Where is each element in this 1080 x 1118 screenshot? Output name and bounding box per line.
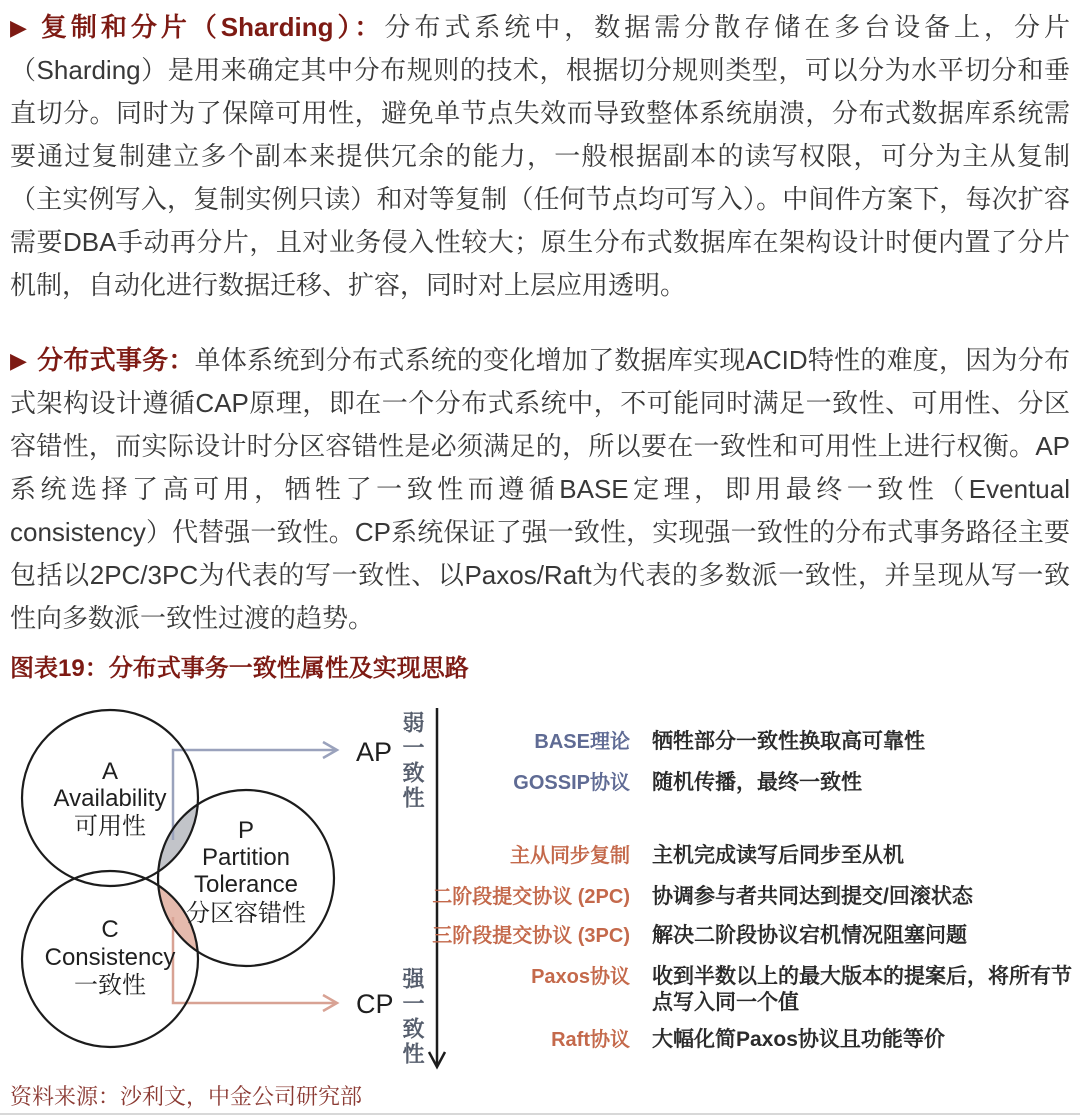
row-3pc-protocol bbox=[0, 923, 1080, 949]
circle-p-en2: Tolerance bbox=[193, 871, 299, 898]
row-base-theory bbox=[0, 729, 1080, 755]
circle-a-letter: A bbox=[101, 758, 119, 785]
paragraph-transactions bbox=[10, 339, 1070, 640]
row-raft-protocol bbox=[0, 1027, 1080, 1053]
row-gossip-protocol bbox=[0, 770, 1080, 796]
row-desc: 随机传播，最终一致性 bbox=[652, 771, 862, 794]
row-label: Raft协议 bbox=[551, 1029, 630, 1051]
row-2pc-protocol bbox=[0, 884, 1080, 910]
row-label: Paxos协议 bbox=[531, 966, 630, 988]
circle-a-en: Availability bbox=[53, 785, 167, 812]
paragraph-sharding-lead: 复制和分片（Sharding）： bbox=[40, 12, 385, 42]
bullet-triangle-icon: ▶ bbox=[10, 348, 28, 373]
circle-p-en1: Partition bbox=[201, 844, 291, 871]
row-label: 三阶段提交协议 (3PC) bbox=[432, 925, 630, 947]
row-desc: 大幅化简Paxos协议且功能等价 bbox=[652, 1028, 945, 1051]
circle-c-en: Consistency bbox=[44, 944, 176, 971]
figure-title: 图表19：分布式事务一致性属性及实现思路 bbox=[10, 655, 469, 682]
cp-label: CP bbox=[356, 989, 394, 1019]
figure-canvas bbox=[0, 695, 1080, 1083]
paragraph-sharding bbox=[10, 6, 1070, 307]
row-desc: 主机完成读写后同步至从机 bbox=[652, 844, 904, 867]
paragraph-transactions-lead: 分布式事务： bbox=[37, 345, 195, 375]
row-master-slave-replication bbox=[0, 843, 1080, 869]
row-label: BASE理论 bbox=[534, 731, 630, 753]
circle-p-cn: 分区容错性 bbox=[186, 900, 306, 927]
ap-label: AP bbox=[356, 737, 393, 767]
circle-c-cn: 一致性 bbox=[74, 972, 146, 999]
paragraph-transactions-body: 单体系统到分布式系统的变化增加了数据库实现ACID特性的难度，因为分布式架构设计遵循CAP原理，即在一个分布式系统中，不可能同时满足一致性、可用性、分区容错性，而实际设计时分区容错性是必须满足的，所以要在一致性和可用性上进行权衡。AP系统选择了高可用，牺牲了一致性而遵循BASE定理，即用最终一致性（Eventual consistency）代替强一致性。CP系统保证了强一致性，实现强一致性的分布式事务路径主要包括以2PC/3PC为代表的写一致性、以Paxos/Raft为代表的多数派一致性，并呈现从写一致性向多数派一致性过渡的趋势。 bbox=[10, 345, 1070, 633]
row-desc: 牺牲部分一致性换取高可靠性 bbox=[652, 730, 925, 753]
paragraph-sharding-body: 分布式系统中，数据需分散存储在多台设备上，分片（Sharding）是用来确定其中分布规则的技术，根据切分规则类型，可以分为水平切分和垂直切分。同时为了保障可用性，避免单节点失效而导致整体系统崩溃，分布式数据库系统需要通过复制建立多个副本来提供冗余的能力，一般根据副本的读写权限，可分为主从复制（主实例写入，复制实例只读）和对等复制（任何节点均可写入）。中间件方案下，每次扩容需要DBA手动再分片，且对业务侵入性较大；原生分布式数据库在架构设计时便内置了分片机制，自动化进行数据迁移、扩容，同时对上层应用透明。 bbox=[10, 12, 1070, 300]
circle-p-letter: P bbox=[237, 817, 255, 844]
row-desc: 解决二阶段协议宕机情况阻塞问题 bbox=[652, 924, 967, 947]
row-desc: 收到半数以上的最大版本的提案后，将所有节点写入同一个值 bbox=[652, 965, 1072, 1014]
row-label: 二阶段提交协议 (2PC) bbox=[432, 886, 630, 908]
row-desc: 协调参与者共同达到提交/回滚状态 bbox=[652, 885, 973, 908]
row-label: GOSSIP协议 bbox=[513, 772, 630, 794]
circle-a-cn: 可用性 bbox=[74, 813, 146, 840]
bullet-triangle-icon: ▶ bbox=[10, 15, 31, 40]
axis-weak-consistency-label: 弱一致性 bbox=[400, 711, 425, 811]
circle-c-letter: C bbox=[101, 916, 119, 943]
bottom-divider bbox=[0, 1113, 1080, 1115]
row-label: 主从同步复制 bbox=[510, 845, 630, 867]
source-note: 资料来源：沙利文，中金公司研究部 bbox=[10, 1084, 363, 1109]
row-paxos-protocol bbox=[0, 964, 1080, 1016]
axis-strong-consistency-label: 强一致性 bbox=[400, 967, 425, 1067]
